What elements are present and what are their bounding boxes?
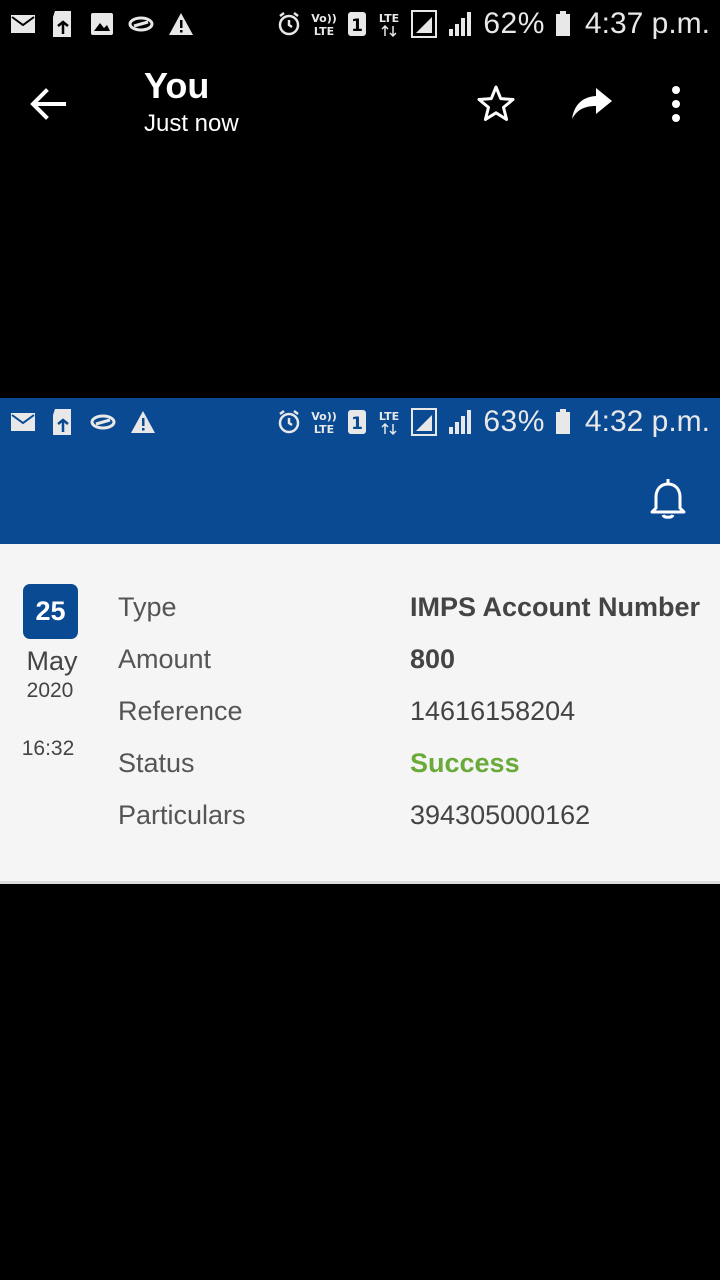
date-month: May [26,646,78,676]
detail-label: Type [118,592,177,622]
volte-icon [311,10,337,38]
detail-row-reference [0,696,720,736]
detail-row-status [0,748,720,788]
detail-row-particulars [0,800,720,840]
signal-2-icon [447,409,473,435]
bank-app-header [0,446,720,544]
battery-icon [555,409,571,435]
svg-text:LTE: LTE [379,410,400,423]
svg-text:LTE: LTE [379,12,400,25]
detail-label: Particulars [118,800,246,830]
app-bar [0,48,720,160]
more-vert-icon [664,84,688,124]
mail-icon [10,13,36,35]
detail-row-type [0,592,720,632]
battery-icon [555,11,571,37]
warning-icon [168,12,194,36]
alarm-icon [277,409,301,435]
status-bar-inner [0,398,720,446]
lte-data-icon [377,408,401,436]
detail-value: 14616158204 [410,696,576,726]
back-button[interactable] [28,84,68,124]
battery-percent: 63% [483,405,545,438]
status-badge: Success [410,748,520,778]
sd-card-icon [50,10,76,38]
gallery-icon [90,12,114,36]
app-logo-icon [90,412,116,432]
sim-1-icon [347,11,367,37]
warning-icon [130,410,156,434]
share-button[interactable] [570,86,614,122]
svg-text:Vo)): Vo)) [311,12,338,25]
sim-1-icon [347,409,367,435]
clock: 4:32 p.m. [584,405,710,438]
bell-icon [648,476,688,520]
page-subtitle: Just now [144,110,239,137]
svg-text:LTE: LTE [314,423,335,436]
mail-icon [10,411,36,433]
clock: 4:37 p.m. [584,7,710,40]
battery-percent: 62% [483,7,545,40]
sd-card-icon [50,408,76,436]
svg-text:1: 1 [351,16,364,36]
arrow-back-icon [28,84,68,124]
lte-data-icon [377,10,401,38]
detail-label: Amount [118,644,212,674]
status-bar-top [0,0,720,48]
detail-value: 394305000162 [410,800,591,830]
transaction-card[interactable] [0,544,720,884]
app-logo-icon [128,14,154,34]
notifications-button[interactable] [648,476,688,520]
detail-row-amount [0,644,720,684]
volte-icon [311,408,337,436]
alarm-icon [277,11,301,37]
signal-2-icon [447,11,473,37]
title-block [144,66,239,140]
page-title: You [144,65,210,106]
star-icon [476,84,516,124]
svg-text:LTE: LTE [314,25,335,38]
detail-value: 800 [410,644,456,674]
detail-value: IMPS Account Number [410,592,701,622]
transaction-time: 16:32 [21,737,75,760]
star-button[interactable] [476,84,516,124]
svg-text:1: 1 [351,414,364,434]
detail-label: Reference [118,696,243,726]
signal-1-icon [411,408,437,436]
more-options-button[interactable] [664,84,688,124]
svg-text:Vo)): Vo)) [311,410,338,423]
detail-label: Status [118,748,195,778]
date-year: 2020 [26,679,74,702]
signal-1-icon [411,10,437,38]
share-arrow-icon [570,86,614,122]
date-badge: 25 [23,584,78,639]
